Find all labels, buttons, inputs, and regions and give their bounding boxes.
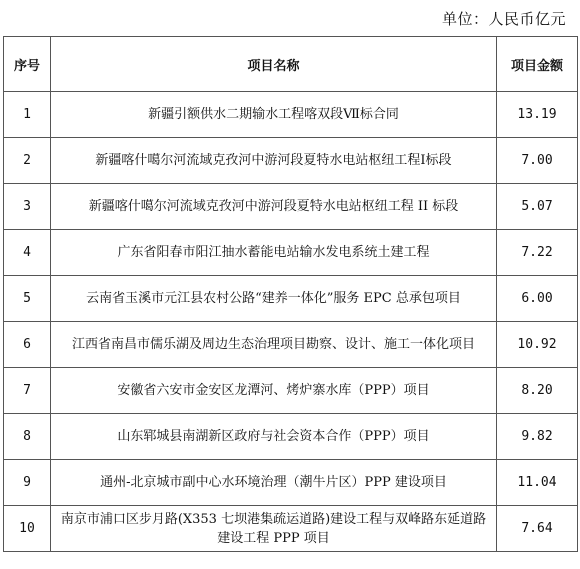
- table-row: [4, 276, 578, 322]
- amount-cell: 7.22: [497, 230, 578, 276]
- header-project-name: 项目名称: [51, 37, 497, 92]
- serial-cell: 3: [4, 184, 51, 230]
- serial-cell: 6: [4, 322, 51, 368]
- serial-cell: 4: [4, 230, 51, 276]
- table-row: [4, 138, 578, 184]
- amount-cell: 5.07: [497, 184, 578, 230]
- project-name-cell: 安徽省六安市金安区龙潭河、烤炉寨水库（PPP）项目: [51, 368, 497, 414]
- amount-cell: 13.19: [497, 92, 578, 138]
- amount-cell: 10.92: [497, 322, 578, 368]
- project-name-cell: 山东郓城县南湖新区政府与社会资本合作（PPP）项目: [51, 414, 497, 460]
- serial-cell: 8: [4, 414, 51, 460]
- amount-cell: 7.00: [497, 138, 578, 184]
- project-name-cell: 南京市浦口区步月路(X353 七坝港集疏运道路)建设工程与双峰路东延道路建设工程 PPP 项目: [51, 506, 497, 552]
- project-table: [3, 36, 578, 552]
- project-name-cell: 通州-北京城市副中心水环境治理（潮牛片区）PPP 建设项目: [51, 460, 497, 506]
- table-row: [4, 460, 578, 506]
- serial-cell: 1: [4, 92, 51, 138]
- amount-cell: 6.00: [497, 276, 578, 322]
- table-row: [4, 414, 578, 460]
- table-row: [4, 368, 578, 414]
- serial-cell: 2: [4, 138, 51, 184]
- project-name-cell: 广东省阳春市阳江抽水蓄能电站输水发电系统土建工程: [51, 230, 497, 276]
- amount-cell: 9.82: [497, 414, 578, 460]
- table-row: [4, 506, 578, 552]
- table-row: [4, 92, 578, 138]
- serial-cell: 9: [4, 460, 51, 506]
- amount-cell: 7.64: [497, 506, 578, 552]
- table-row: [4, 184, 578, 230]
- header-serial: 序号: [4, 37, 51, 92]
- table-row: [4, 322, 578, 368]
- table-row: [4, 230, 578, 276]
- amount-cell: 8.20: [497, 368, 578, 414]
- table-header-row: [4, 37, 578, 92]
- serial-cell: 5: [4, 276, 51, 322]
- serial-cell: 7: [4, 368, 51, 414]
- project-name-cell: 新疆喀什噶尔河流域克孜河中游河段夏特水电站枢纽工程Ⅰ标段: [51, 138, 497, 184]
- project-name-cell: 新疆喀什噶尔河流域克孜河中游河段夏特水电站枢纽工程 II 标段: [51, 184, 497, 230]
- project-name-cell: 云南省玉溪市元江县农村公路“建养一体化”服务 EPC 总承包项目: [51, 276, 497, 322]
- unit-label: 单位：人民币亿元: [441, 10, 566, 28]
- amount-cell: 11.04: [497, 460, 578, 506]
- project-name-cell: 新疆引额供水二期输水工程喀双段Ⅶ标合同: [51, 92, 497, 138]
- project-name-cell: 江西省南昌市儒乐湖及周边生态治理项目勘察、设计、施工一体化项目: [51, 322, 497, 368]
- serial-cell: 10: [4, 506, 51, 552]
- header-amount: 项目金额: [497, 37, 578, 92]
